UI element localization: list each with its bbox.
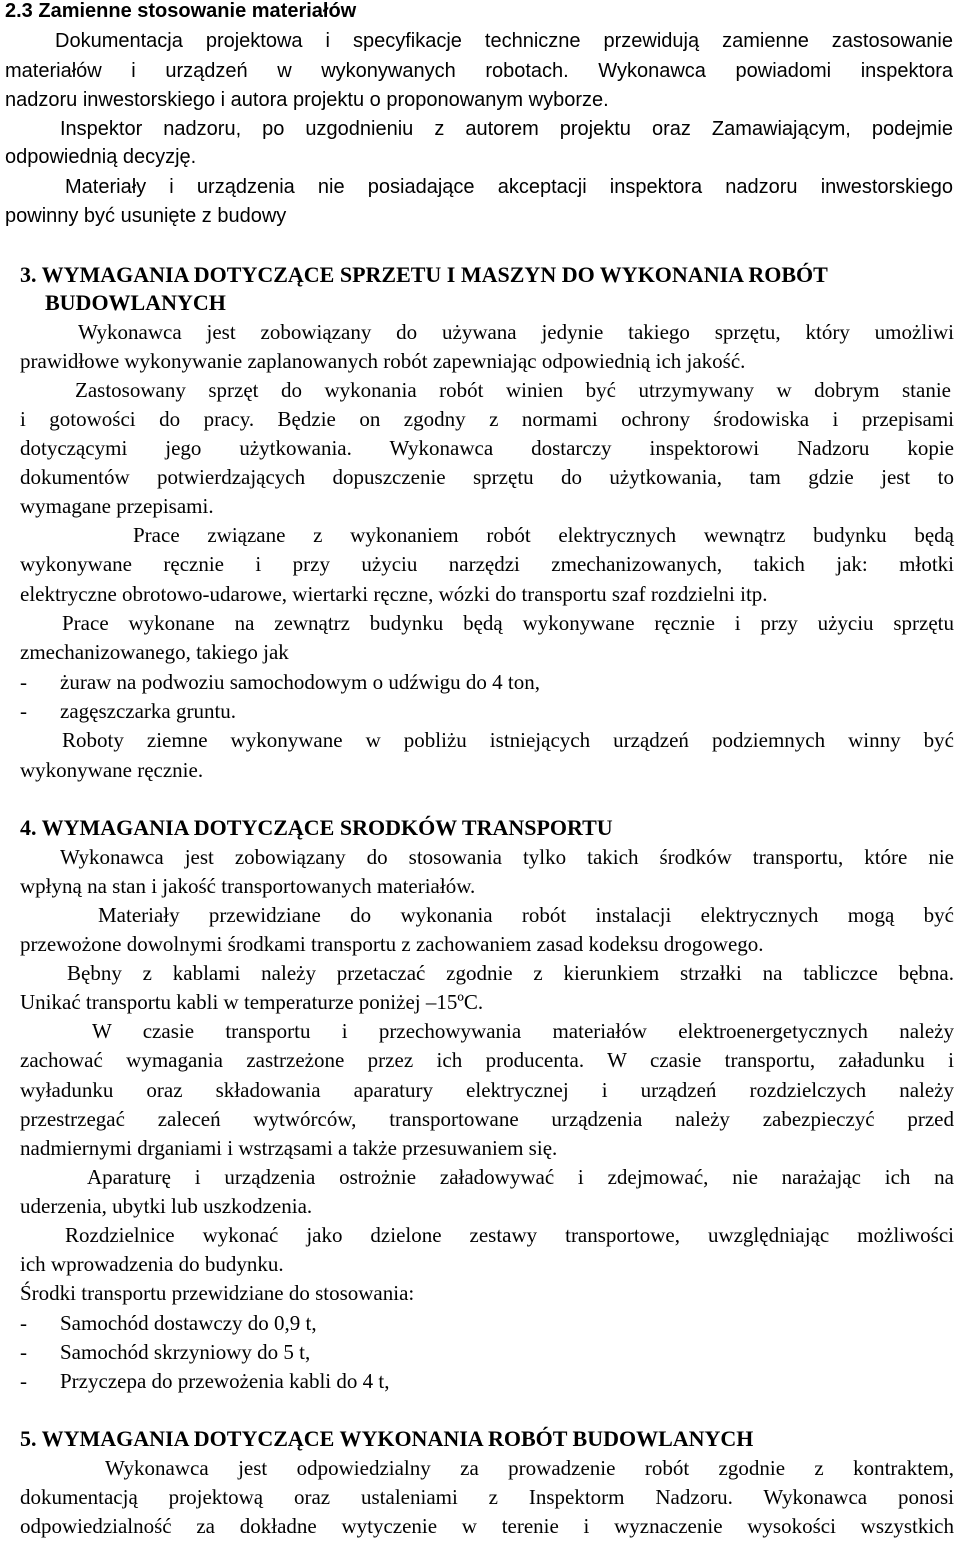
paragraph-line: Materiały i urządzenia nie posiadające akceptacji inspektora nadzoru inwestorskiego [65, 176, 953, 198]
paragraph-line: elektryczne obrotowo-udarowe, wiertarki ręczne, wózki do transportu szaf rozdzielni itp. [20, 582, 768, 606]
paragraph-line: Zastosowany sprzęt do wykonania robót winien być utrzymywany w dobrym stanie [75, 378, 951, 402]
section-heading: BUDOWLANYCH [45, 290, 226, 315]
paragraph-line: odpowiednią decyzję. [5, 146, 197, 168]
paragraph-line: Unikać transportu kabli w temperaturze poniżej –15ºC. [20, 990, 484, 1014]
section-heading: 4. WYMAGANIA DOTYCZĄCE SRODKÓW TRANSPORTU [20, 815, 613, 840]
paragraph-line: wyładunku oraz składowania aparatury elektrycznej i urządzeń rozdzielczych należy [20, 1078, 954, 1102]
paragraph-line: Dokumentacja projektowa i specyfikacje techniczne przewidują zamienne zastosowanie [55, 30, 953, 52]
list-item-text: Przyczepa do przewożenia kabli do 4 t, [60, 1369, 390, 1393]
section-heading: 5. WYMAGANIA DOTYCZĄCE WYKONANIA ROBÓT BUDOWLANYCH [20, 1426, 754, 1451]
paragraph-line: Rozdzielnice wykonać jako dzielone zestawy transportowe, uwzględniając możliwości [65, 1223, 954, 1247]
paragraph-line: wykonywane ręcznie i przy użyciu narzędzi zmechanizowanych, takich jak: młotki [20, 552, 954, 576]
paragraph-line: dokumentacją projektową oraz ustaleniami z Inspektorm Nadzoru. Wykonawca ponosi [20, 1485, 954, 1509]
list-item-text: żuraw na podwoziu samochodowym o udźwigu do 4 ton, [60, 670, 540, 694]
paragraph-line: Środki transportu przewidziane do stosowania: [20, 1281, 415, 1305]
paragraph-line: wykonywane ręcznie. [20, 758, 204, 782]
paragraph-line: W czasie transportu i przechowywania materiałów elektroenergetycznych należy [92, 1019, 954, 1043]
list-marker: - [20, 670, 27, 694]
paragraph-line: materiałów i urządzeń w wykonywanych robotach. Wykonawca powiadomi inspektora [5, 60, 953, 82]
paragraph-line: ich wprowadzenia do budynku. [20, 1252, 284, 1276]
paragraph-line: odpowiedzialność za dokładne wytyczenie w terenie i wyznaczenie wysokości wszystkich [20, 1514, 954, 1538]
paragraph-line: uderzenia, ubytki lub uszkodzenia. [20, 1194, 313, 1218]
list-item-text: Samochód dostawczy do 0,9 t, [60, 1311, 317, 1335]
paragraph-line: nadzoru inwestorskiego i autora projektu o proponowanym wyborze. [5, 89, 609, 111]
paragraph-line: Aparaturę i urządzenia ostrożnie załadowywać i zdejmować, nie narażając ich na [87, 1165, 954, 1189]
paragraph-line: wpłyną na stan i jakość transportowanych materiałów. [20, 874, 476, 898]
list-marker: - [20, 1340, 27, 1364]
list-item [20, 1369, 389, 1394]
paragraph-line: przestrzegać zaleceń wytwórców, transportowane urządzenia należy zabezpieczyć przed [20, 1107, 954, 1131]
section-heading: 2.3 Zamienne stosowanie materiałów [5, 0, 357, 22]
paragraph-line: wymagane przepisami. [20, 494, 214, 518]
paragraph-line: Materiały przewidziane do wykonania robót instalacji elektrycznych mogą być [98, 903, 954, 927]
paragraph-line: Wykonawca jest zobowiązany do używana jedynie takiego sprzętu, który umożliwi [78, 320, 954, 344]
paragraph-line: powinny być usunięte z budowy [5, 205, 287, 227]
list-item [20, 1311, 317, 1336]
list-marker: - [20, 699, 27, 723]
paragraph-line: nadmiernymi drganiami i wstrząsami a także przesuwaniem się. [20, 1136, 558, 1160]
paragraph-line: zachować wymagania zastrzeżone przez ich producenta. W czasie transportu, załadunku i [20, 1048, 954, 1072]
list-item [20, 1340, 310, 1365]
paragraph-line: Prace wykonane na zewnątrz budynku będą wykonywane ręcznie i przy użyciu sprzętu [62, 611, 954, 635]
paragraph-line: zmechanizowanego, takiego jak [20, 640, 289, 664]
list-item [20, 699, 236, 724]
paragraph-line: Roboty ziemne wykonywane w pobliżu istniejących urządzeń podziemnych winny być [62, 728, 954, 752]
list-marker: - [20, 1369, 27, 1393]
list-item-text: zagęszczarka gruntu. [60, 699, 237, 723]
list-marker: - [20, 1311, 27, 1335]
section-heading: 3. WYMAGANIA DOTYCZĄCE SPRZETU I MASZYN DO WYKONANIA ROBÓT [20, 262, 828, 287]
paragraph-line: i gotowości do pracy. Będzie on zgodny z normami ochrony środowiska i przepisami [20, 407, 954, 431]
paragraph-line: dotyczącymi jego użytkowania. Wykonawca dostarczy inspektorowi Nadzoru kopie [20, 436, 954, 460]
paragraph-line: Inspektor nadzoru, po uzgodnieniu z autorem projektu oraz Zamawiającym, podejmie [60, 118, 953, 140]
list-item [20, 670, 540, 695]
paragraph-line: Wykonawca jest odpowiedzialny za prowadzenie robót zgodnie z kontraktem, [105, 1456, 954, 1480]
paragraph-line: Bębny z kablami należy przetaczać zgodnie z kierunkiem strzałki na tabliczce bębna. [67, 961, 954, 985]
paragraph-line: prawidłowe wykonywanie zaplanowanych robót zapewniając odpowiednią ich jakość. [20, 349, 746, 373]
paragraph-line: Wykonawca jest zobowiązany do stosowania tylko takich środków transportu, które nie [60, 845, 954, 869]
paragraph-line: przewożone dowolnymi środkami transportu z zachowaniem zasad kodeksu drogowego. [20, 932, 764, 956]
paragraph-line: Prace związane z wykonaniem robót elektrycznych wewnątrz budynku będą [133, 523, 954, 547]
paragraph-line: dokumentów potwierdzających dopuszczenie sprzętu do użytkowania, tam gdzie jest to [20, 465, 954, 489]
list-item-text: Samochód skrzyniowy do 5 t, [60, 1340, 311, 1364]
